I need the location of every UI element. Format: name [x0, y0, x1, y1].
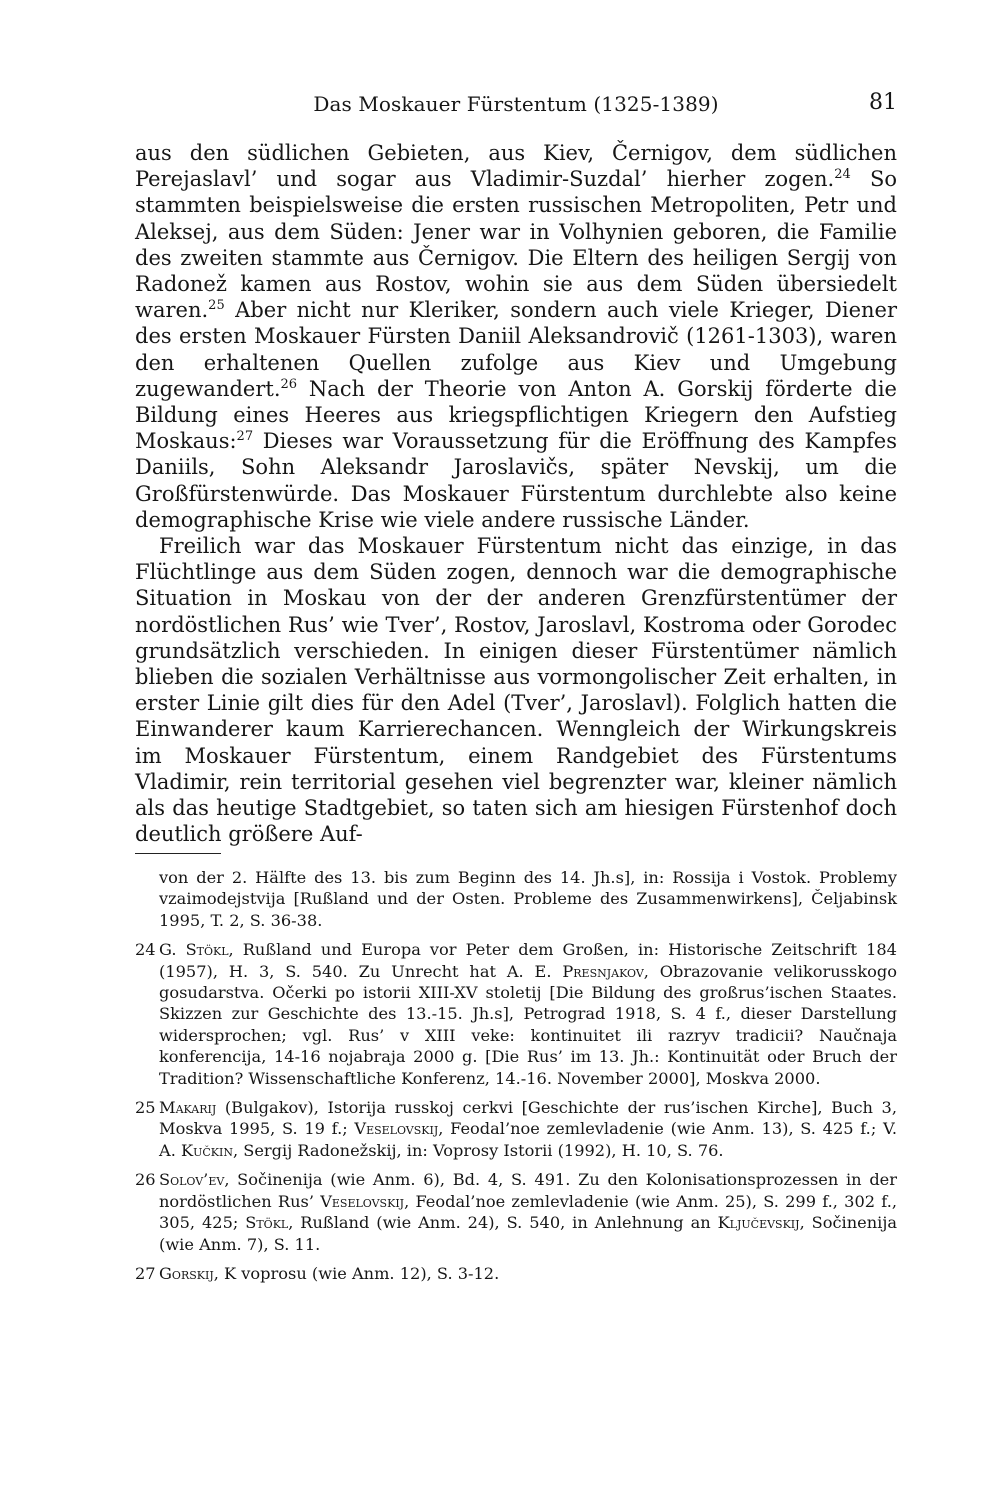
- footnote-text: , Feodal’noe zemlevladenie (wie Anm. 13), S. 425 f.; V. A.: [159, 1119, 897, 1160]
- author-name: Gorskij: [159, 1263, 214, 1283]
- p1-sentence-3: Aber nicht nur Kleriker, sondern auch viele Krieger, Diener des ersten Moskauer Fürsten Daniil Aleksandrovič (1261-1303), waren den erhaltenen Quellen zufolge aus Kiev und Umgebung zugewandert.: [135, 298, 897, 401]
- footnote-number: 24: [135, 940, 156, 960]
- footnote-text: , Sergij Radonežskij, in: Voprosy Istorii (1992), H. 10, S. 76.: [232, 1140, 724, 1160]
- footnote-text: , Obrazovanie velikorusskogo gosudarstva. Očerki po istorii XIII-XV stoletij [Die Bildung des großrus’ischen Staates. Skizzen zur Geschichte des 13.-15. Jh.s], Petrograd 1918, S. 4 f., dieser Darstellung widersprochen; vgl. Rus’ v XIII veke: kontinuitet ili razryv tradicii? Naučnaja konferencija, 14-16 nojabraja 2000 g. [Die Rus’ im 13. Jh.: Kontinuität oder Bruch der Tradition? Wissenschaftliche Konferenz, 14.-16. November 2000], Moskva 2000.: [159, 961, 897, 1088]
- footnote-27: [135, 1263, 897, 1284]
- footnote-number: 26: [135, 1170, 156, 1190]
- author-name: Solov’ev: [159, 1170, 225, 1190]
- page-number: 81: [869, 90, 897, 115]
- footnote-divider: [135, 853, 221, 854]
- running-head: [135, 88, 897, 122]
- footnote-text: , Sočinenija (wie Anm. 6), Bd. 4, S. 491. Zu den Kolonisationsprozessen in der nordöstlichen Rus’: [159, 1170, 897, 1211]
- footnote-text: G.: [159, 940, 186, 960]
- author-name: Makarij: [159, 1098, 217, 1118]
- author-name: Veselovskij: [320, 1191, 405, 1211]
- author-name: Presnjakov: [562, 961, 644, 981]
- p1-sentence-4: Nach der Theorie von Anton A. Gorskij förderte die Bildung eines Heeres aus kriegspflichtigen Kriegern den Aufstieg Moskaus:: [135, 376, 897, 454]
- author-name: Ključevskij: [717, 1213, 800, 1233]
- footnote-text: , Feodal’noe zemlevladenie (wie Anm. 25), S. 299 f., 302 f., 305, 425;: [159, 1191, 897, 1233]
- p1-sentence-2: So stammten beispielsweise die ersten russischen Metropoliten, Petr und Aleksej, aus dem Süden: Jener war in Volhynien geboren, die Familie des zweiten stammte aus Černigov. Die Eltern des heiligen Sergij von Radonež kamen aus Rostov, wohin sie aus dem Süden übersiedelt waren.: [135, 167, 897, 323]
- footnote-24: [135, 939, 897, 1089]
- footnote-ref-26: 26: [280, 376, 298, 392]
- footnote-number: 27: [135, 1263, 156, 1283]
- author-name: Kučkin: [180, 1140, 233, 1160]
- footnote-25: [135, 1097, 897, 1161]
- main-text: [135, 140, 897, 847]
- footnote-ref-24: 24: [834, 167, 851, 183]
- footnote-text: , Rußland und Europa vor Peter dem Großen, in: Historische Zeitschrift 184 (1957), H. 3, S. 540. Zu Unrecht hat A. E.: [159, 940, 897, 981]
- author-name: Stökl: [245, 1213, 289, 1233]
- author-name: Stökl: [185, 940, 229, 960]
- footnote-text: , K voprosu (wie Anm. 12), S. 3-12.: [213, 1263, 500, 1283]
- footnote-text: , Sočinenija (wie Anm. 7), S. 11.: [159, 1213, 897, 1254]
- footnote-text: , Rußland (wie Anm. 24), S. 540, in Anlehnung an: [288, 1213, 718, 1233]
- footnote-number: 25: [135, 1098, 156, 1118]
- paragraph-1: [135, 140, 897, 533]
- author-name: Veselovskij: [354, 1119, 439, 1139]
- p1-sentence-5: Dieses war Voraussetzung für die Eröffnung des Kampfes Daniils, Sohn Aleksandr Jaroslavičs, später Nevskij, um die Großfürstenwürde. Das Moskauer Fürstentum durchlebte also keine demographische Krise wie viele andere russische Länder.: [135, 429, 897, 532]
- footnote-text: (Bulgakov), Istorija russkoj cerkvi [Geschichte der rus’ischen Kirche], Buch 3, Moskva 1995, S. 19 f.;: [159, 1098, 897, 1139]
- footnote-ref-25: 25: [208, 298, 225, 314]
- p1-sentence-1: aus den südlichen Gebieten, aus Kiev, Černigov, dem südlichen Perejaslavl’ und sogar aus Vladimir-Suzdal’ hierher zogen.: [135, 141, 897, 192]
- paragraph-2: Freilich war das Moskauer Fürstentum nicht das einzige, in das Flüchtlinge aus dem Süden zogen, dennoch war die demographische Situation in Moskau von der der anderen Grenzfürstentümer der nordöstlichen Rus’ wie Tver’, Rostov, Jaroslavl, Kostroma oder Gorodec grundsätzlich verschieden. In einigen dieser Fürstentümer nämlich blieben die sozialen Verhältnisse aus vormongolischer Zeit erhalten, in erster Linie gilt dies für den Adel (Tver’, Jaroslavl). Folglich hatten die Einwanderer kaum Karrierechancen. Wenngleich der Wirkungskreis im Moskauer Fürstentum, einem Randgebiet des Fürstentums Vladimir, rein territorial gesehen viel begrenzter war, kleiner nämlich als das heutige Stadtgebiet, so taten sich am hiesigen Fürstenhof doch deutlich größere Auf-: [135, 534, 897, 847]
- footnote-ref-27: 27: [236, 429, 254, 445]
- footnote-26: [135, 1169, 897, 1255]
- footnote-continuation: von der 2. Hälfte des 13. bis zum Beginn des 14. Jh.s], in: Rossija i Vostok. Problemy vzaimodejstvija [Rußland und der Osten. Probleme des Zusammenwirkens], Čeljabinsk 1995, T. 2, S. 36-38.: [159, 868, 897, 930]
- footnotes: [135, 867, 897, 1292]
- running-title: Das Moskauer Fürstentum (1325-1389): [313, 92, 719, 116]
